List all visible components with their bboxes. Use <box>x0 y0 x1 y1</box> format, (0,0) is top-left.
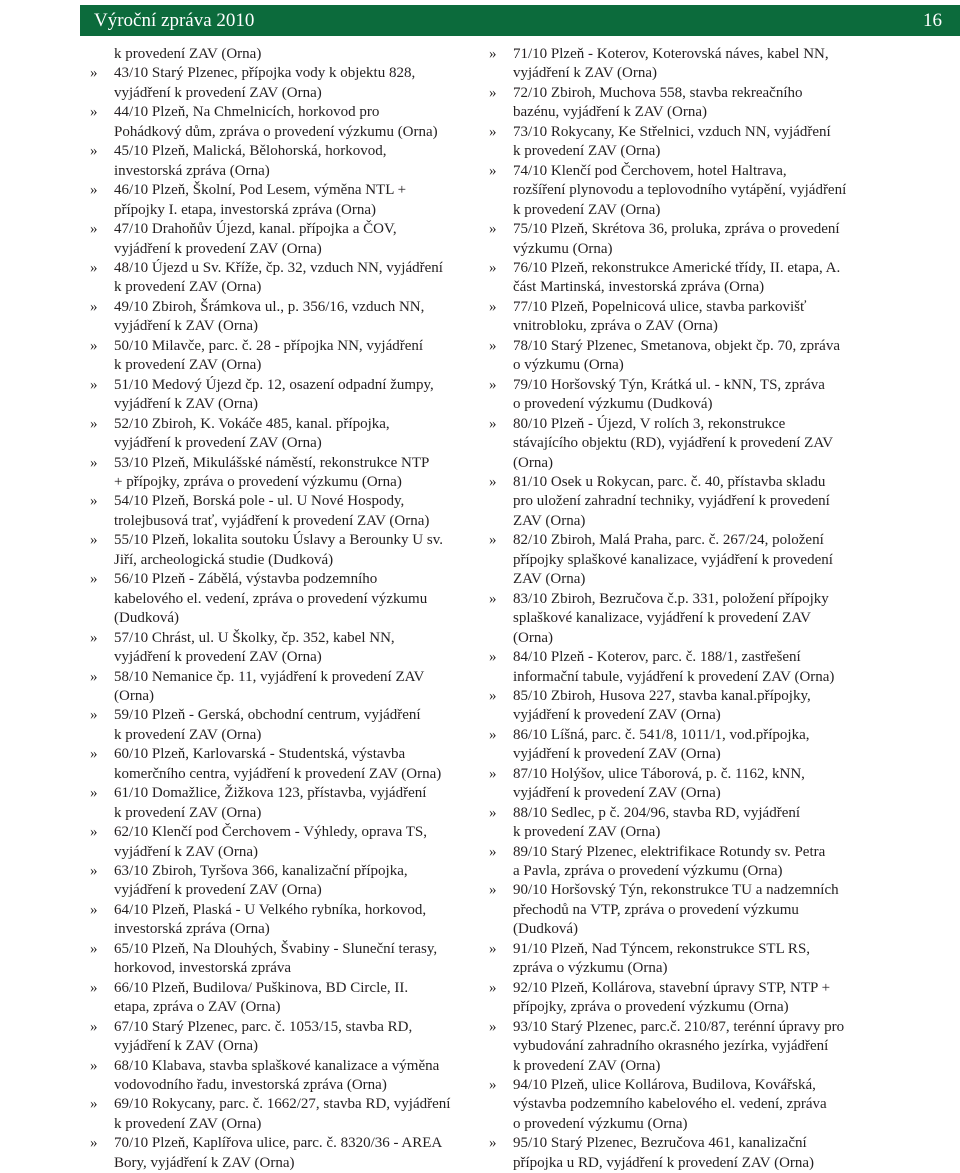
bullet-marker: » <box>489 1135 497 1152</box>
list-item-line: 58/10 Nemanice čp. 11, vyjádření k provedení ZAV <box>114 668 425 685</box>
list-item-line: 56/10 Plzeň - Zábělá, výstavba podzemního <box>114 571 378 588</box>
list-item-line: kabelového el. vedení, zpráva o provedení výzkumu <box>114 590 428 607</box>
list-item-line: k provedení ZAV (Orna) <box>114 279 262 296</box>
list-item <box>90 823 475 862</box>
list-item-line: 52/10 Zbiroh, K. Vokáče 485, kanal. přípojka, <box>114 415 390 432</box>
list-item-line: o provedení výzkumu (Dudková) <box>513 396 713 413</box>
list-item-line: o provedení výzkumu (Orna) <box>513 1115 688 1132</box>
bullet-marker: » <box>90 863 98 880</box>
list-item <box>90 259 475 298</box>
bullet-marker: » <box>90 104 98 121</box>
list-item-line: 76/10 Plzeň, rekonstrukce Americké třídy, II. etapa, A. <box>513 259 841 276</box>
bullet-marker: » <box>489 843 497 860</box>
bullet-marker: » <box>90 979 98 996</box>
list-item-line: 43/10 Starý Plzenec, přípojka vody k objektu 828, <box>114 65 416 82</box>
list-item <box>489 45 869 84</box>
bullet-marker: » <box>489 415 497 432</box>
bullet-marker: » <box>90 785 98 802</box>
list-item-line: 89/10 Starý Plzenec, elektrifikace Rotundy sv. Petra <box>513 843 826 860</box>
list-item-line: Pohádkový dům, zpráva o provedení výzkumu (Orna) <box>114 123 438 140</box>
list-item <box>489 123 869 162</box>
bullet-marker: » <box>90 493 98 510</box>
list-item-line: 83/10 Zbiroh, Bezručova č.p. 331, položení přípojky <box>513 590 829 607</box>
list-item-line: vyjádření k provedení ZAV (Orna) <box>513 785 721 802</box>
list-item-line: vybudování zahradního okrasného jezírka, vyjádření <box>513 1038 829 1055</box>
list-item-line: 61/10 Domažlice, Žižkova 123, přístavba, vyjádření <box>114 785 427 802</box>
list-item <box>489 298 869 337</box>
bullet-marker: » <box>90 668 98 685</box>
list-item-line: vyjádření k ZAV (Orna) <box>114 396 258 413</box>
list-item-line: 68/10 Klabava, stavba splaškové kanalizace a výměna <box>114 1057 440 1074</box>
list-item-line: 59/10 Plzeň - Gerská, obchodní centrum, vyjádření <box>114 707 421 724</box>
bullet-marker: » <box>489 1018 497 1035</box>
list-item <box>489 84 869 123</box>
bullet-marker: » <box>90 707 98 724</box>
list-item-line: vodovodního řadu, investorská zpráva (Orna) <box>114 1077 387 1094</box>
list-item <box>489 376 869 415</box>
list-item-line: 94/10 Plzeň, ulice Kollárova, Budilova, Kovářská, <box>513 1077 816 1094</box>
list-item-line: 81/10 Osek u Rokycan, parc. č. 40, přístavba skladu <box>513 473 826 490</box>
list-item-line: k provedení ZAV (Orna) <box>114 1115 262 1132</box>
list-item <box>90 64 475 103</box>
list-item-line: vyjádření k ZAV (Orna) <box>114 1038 258 1055</box>
list-item <box>489 590 869 648</box>
list-item-line: ZAV (Orna) <box>513 571 586 588</box>
list-item <box>489 531 869 589</box>
bullet-marker: » <box>90 571 98 588</box>
bullet-marker: » <box>90 746 98 763</box>
bullet-marker: » <box>90 629 98 646</box>
list-item-line: 63/10 Zbiroh, Tyršova 366, kanalizační přípojka, <box>114 863 408 880</box>
bullet-marker: » <box>489 473 497 490</box>
list-item <box>90 629 475 668</box>
list-item-line: 53/10 Plzeň, Mikulášské náměstí, rekonstrukce NTP <box>114 454 430 471</box>
list-item-line: část Martinská, investorská zpráva (Orna) <box>513 279 765 296</box>
bullet-marker: » <box>489 804 497 821</box>
list-item-line: k provedení ZAV (Orna) <box>114 804 262 821</box>
list-item-line: 86/10 Líšná, parc. č. 541/8, 1011/1, vod.přípojka, <box>513 726 810 743</box>
list-item <box>90 220 475 259</box>
report-title: Výroční zpráva 2010 <box>94 9 255 31</box>
list-item-line: 85/10 Zbiroh, Husova 227, stavba kanal.přípojky, <box>513 687 811 704</box>
bullet-marker: » <box>90 940 98 957</box>
list-item-line: 74/10 Klenčí pod Čerchovem, hotel Haltrava, <box>513 162 787 179</box>
bullet-marker: » <box>90 65 98 82</box>
list-item-line: 50/10 Milavče, parc. č. 28 - přípojka NN, vyjádření <box>114 337 424 354</box>
list-item <box>90 142 475 181</box>
bullet-marker: » <box>90 221 98 238</box>
bullet-marker: » <box>489 726 497 743</box>
page-header <box>80 5 960 36</box>
list-item-line: komerčního centra, vyjádření k provedení ZAV (Orna) <box>114 765 442 782</box>
list-item-line: investorská zpráva (Orna) <box>114 162 270 179</box>
list-item-line: 66/10 Plzeň, Budilova/ Puškinova, BD Circle, II. <box>114 979 409 996</box>
list-item <box>90 1134 475 1173</box>
list-item-line: stávajícího objektu (RD), vyjádření k provedení ZAV <box>513 435 834 452</box>
bullet-marker: » <box>90 259 98 276</box>
list-item-line: 93/10 Starý Plzenec, parc.č. 210/87, terénní úpravy pro <box>513 1018 845 1035</box>
list-item-line: pro uložení zahradní techniky, vyjádření k provedení <box>513 493 830 510</box>
list-item-line: 45/10 Plzeň, Malická, Bělohorská, horkovod, <box>114 143 387 160</box>
list-item-line: 78/10 Starý Plzenec, Smetanova, objekt čp. 70, zpráva <box>513 337 840 354</box>
bullet-marker: » <box>489 46 497 62</box>
list-item <box>489 220 869 259</box>
list-item-line: trolejbusová trať, vyjádření k provedení ZAV (Orna) <box>114 512 430 529</box>
bullet-marker: » <box>489 84 497 101</box>
list-item-line: 60/10 Plzeň, Karlovarská - Studentská, výstavba <box>114 746 406 763</box>
list-item-line: 82/10 Zbiroh, Malá Praha, parc. č. 267/24, položení <box>513 532 824 549</box>
list-item-line: 67/10 Starý Plzenec, parc. č. 1053/15, stavba RD, <box>114 1018 413 1035</box>
bullet-marker: » <box>489 532 497 549</box>
list-item <box>489 979 869 1018</box>
bullet-marker: » <box>489 1077 497 1094</box>
list-item <box>90 531 475 570</box>
list-item-line: přípojky, zpráva o provedení výzkumu (Orna) <box>513 999 789 1016</box>
list-item-line: přípojky I. etapa, investorská zpráva (Orna) <box>114 201 376 218</box>
list-item <box>90 103 475 142</box>
list-item <box>489 259 869 298</box>
bullet-marker: » <box>90 143 98 160</box>
bullet-marker: » <box>489 298 497 315</box>
list-item-line: zpráva o výzkumu (Orna) <box>513 960 668 977</box>
bullet-marker: » <box>489 162 497 179</box>
list-item-line: vyjádření k provedení ZAV (Orna) <box>114 882 322 899</box>
bullet-marker: » <box>489 940 497 957</box>
list-item-line: 80/10 Plzeň - Újezd, V rolích 3, rekonstrukce <box>513 415 786 432</box>
list-item <box>90 940 475 979</box>
list-item-line: 90/10 Horšovský Týn, rekonstrukce TU a nadzemních <box>513 882 839 899</box>
list-item-line: 95/10 Starý Plzenec, Bezručova 461, kanalizační <box>513 1135 807 1152</box>
list-item <box>90 181 475 220</box>
bullet-marker: » <box>90 298 98 315</box>
list-item-line: 91/10 Plzeň, Nad Týncem, rekonstrukce STL RS, <box>513 940 811 957</box>
list-item <box>90 492 475 531</box>
list-item <box>90 1057 475 1096</box>
list-item <box>90 979 475 1018</box>
list-item-line: 47/10 Drahoňův Újezd, kanal. přípojka a ČOV, <box>114 221 397 238</box>
list-item <box>489 1018 869 1076</box>
list-item-line: 54/10 Plzeň, Borská pole - ul. U Nové Hospody, <box>114 493 405 510</box>
list-item-line: Bory, vyjádření k ZAV (Orna) <box>114 1154 295 1171</box>
list-item-line: 92/10 Plzeň, Kollárova, stavební úpravy STP, NTP + <box>513 979 831 996</box>
list-item <box>489 337 869 376</box>
list-item-line: etapa, zpráva o ZAV (Orna) <box>114 999 281 1016</box>
bullet-marker: » <box>90 1135 98 1152</box>
list-item <box>489 1076 869 1134</box>
bullet-marker: » <box>90 901 98 918</box>
list-item-line: k provedení ZAV (Orna) <box>114 726 262 743</box>
list-item-line: k provedení ZAV (Orna) <box>114 357 262 374</box>
bullet-marker: » <box>90 415 98 432</box>
list-item-line: 87/10 Holýšov, ulice Táborová, p. č. 1162, kNN, <box>513 765 805 782</box>
list-item-line: vyjádření k ZAV (Orna) <box>114 843 258 860</box>
list-item <box>489 881 869 939</box>
list-item-line: (Dudková) <box>114 610 179 627</box>
list-item <box>489 726 869 765</box>
list-item <box>489 648 869 687</box>
list-item-line: informační tabule, vyjádření k provedení ZAV (Orna) <box>513 668 835 685</box>
list-item <box>90 415 475 454</box>
list-item-line: 51/10 Medový Újezd čp. 12, osazení odpadní žumpy, <box>114 376 434 393</box>
list-item-line: vyjádření k ZAV (Orna) <box>114 318 258 335</box>
list-item-line: vyjádření k provedení ZAV (Orna) <box>513 746 721 763</box>
list-item <box>90 784 475 823</box>
list-item-line: výstavba podzemního kabelového el. vedení, zpráva <box>513 1096 827 1113</box>
list-item-line: přípojka u RD, vyjádření k provedení ZAV (Orna) <box>513 1154 815 1171</box>
list-item-line: 62/10 Klenčí pod Čerchovem - Výhledy, oprava TS, <box>114 824 427 841</box>
bullet-marker: » <box>489 259 497 276</box>
list-item-line: k provedení ZAV (Orna) <box>513 143 661 160</box>
bullet-marker: » <box>489 649 497 666</box>
list-item-line: vnitrobloku, zpráva o ZAV (Orna) <box>513 318 718 335</box>
bullet-marker: » <box>90 1018 98 1035</box>
list-item-line: splaškové kanalizace, vyjádření k provedení ZAV <box>513 610 811 627</box>
list-item <box>90 901 475 940</box>
bullet-marker: » <box>489 337 497 354</box>
bullet-marker: » <box>90 824 98 841</box>
list-item <box>489 843 869 882</box>
right-column <box>489 45 869 1173</box>
list-item-line: 72/10 Zbiroh, Muchova 558, stavba rekreačního <box>513 84 803 101</box>
bullet-marker: » <box>489 882 497 899</box>
list-item <box>90 45 475 64</box>
bullet-marker: » <box>90 182 98 199</box>
list-item-line: vyjádření k provedení ZAV (Orna) <box>114 649 322 666</box>
list-item-line: přechodů na VTP, zpráva o provedení výzkumu <box>513 901 799 918</box>
bullet-marker: » <box>489 221 497 238</box>
list-item-line: 44/10 Plzeň, Na Chmelnicích, horkovod pro <box>114 104 380 121</box>
list-item <box>90 454 475 493</box>
bullet-marker: » <box>90 337 98 354</box>
bullet-marker: » <box>90 1096 98 1113</box>
list-item-line: k provedení ZAV (Orna) <box>513 1057 661 1074</box>
list-item-line: 69/10 Rokycany, parc. č. 1662/27, stavba RD, vyjádření <box>114 1096 451 1113</box>
list-item-line: 79/10 Horšovský Týn, Krátká ul. - kNN, TS, zpráva <box>513 376 825 393</box>
list-item <box>489 765 869 804</box>
list-item-line: k provedení ZAV (Orna) <box>513 824 661 841</box>
list-item-line: (Dudková) <box>513 921 578 938</box>
list-item-line: rozšíření plynovodu a teplovodního vytápění, vyjádření <box>513 182 847 199</box>
list-item <box>90 337 475 376</box>
list-item-line: (Orna) <box>513 629 553 646</box>
list-item-line: výzkumu (Orna) <box>513 240 613 257</box>
list-item <box>489 1134 869 1173</box>
list-item-line: 71/10 Plzeň - Koterov, Koterovská náves, kabel NN, <box>513 46 829 62</box>
list-item-line: 48/10 Újezd u Sv. Kříže, čp. 32, vzduch NN, vyjádření <box>114 259 443 276</box>
bullet-marker: » <box>489 376 497 393</box>
list-item-line: k provedení ZAV (Orna) <box>114 46 262 62</box>
list-item-line: 73/10 Rokycany, Ke Střelnici, vzduch NN, vyjádření <box>513 123 831 140</box>
list-item <box>489 473 869 531</box>
list-item <box>489 415 869 473</box>
list-item <box>90 570 475 628</box>
list-item-line: 84/10 Plzeň - Koterov, parc. č. 188/1, zastřešení <box>513 649 801 666</box>
bullet-marker: » <box>489 590 497 607</box>
list-item <box>90 1095 475 1134</box>
list-item <box>489 940 869 979</box>
list-item-line: 49/10 Zbiroh, Šrámkova ul., p. 356/16, vzduch NN, <box>114 298 425 315</box>
bullet-marker: » <box>489 765 497 782</box>
bullet-marker: » <box>90 1057 98 1074</box>
bullet-marker: » <box>489 687 497 704</box>
page-number: 16 <box>923 9 942 31</box>
bullet-marker: » <box>489 979 497 996</box>
list-item-line: horkovod, investorská zpráva <box>114 960 292 977</box>
list-item-line: 88/10 Sedlec, p č. 204/96, stavba RD, vyjádření <box>513 804 801 821</box>
list-item-line: 70/10 Plzeň, Kaplířova ulice, parc. č. 8320/36 - AREA <box>114 1135 443 1152</box>
list-item <box>90 376 475 415</box>
bullet-marker: » <box>489 123 497 140</box>
list-item-line: bazénu, vyjádření k ZAV (Orna) <box>513 104 707 121</box>
list-item <box>489 804 869 843</box>
list-item <box>489 687 869 726</box>
list-item-line: vyjádření k ZAV (Orna) <box>513 65 657 82</box>
list-item-line: Jiří, archeologická studie (Dudková) <box>114 551 334 568</box>
list-item-line: 75/10 Plzeň, Skrétova 36, proluka, zpráva o provedení <box>513 221 840 238</box>
list-item <box>90 862 475 901</box>
list-item-line: + přípojky, zpráva o provedení výzkumu (Orna) <box>114 473 402 490</box>
bullet-marker: » <box>90 532 98 549</box>
list-item <box>90 745 475 784</box>
list-item-line: přípojky splaškové kanalizace, vyjádření k provedení <box>513 551 833 568</box>
list-item-line: (Orna) <box>114 687 154 704</box>
list-item-line: vyjádření k provedení ZAV (Orna) <box>114 240 322 257</box>
list-item-line: ZAV (Orna) <box>513 512 586 529</box>
list-item-line: vyjádření k provedení ZAV (Orna) <box>114 435 322 452</box>
left-column <box>90 45 475 1173</box>
list-item-line: 55/10 Plzeň, lokalita soutoku Úslavy a Berounky U sv. <box>114 532 443 549</box>
list-item-line: 64/10 Plzeň, Plaská - U Velkého rybníka, horkovod, <box>114 901 427 918</box>
list-item-line: 65/10 Plzeň, Na Dlouhých, Švabiny - Sluneční terasy, <box>114 940 438 957</box>
list-item-line: 46/10 Plzeň, Školní, Pod Lesem, výměna NTL + <box>114 182 407 199</box>
list-item <box>90 668 475 707</box>
list-item-line: 57/10 Chrást, ul. U Školky, čp. 352, kabel NN, <box>114 629 395 646</box>
list-item-line: o výzkumu (Orna) <box>513 357 624 374</box>
list-item <box>90 1018 475 1057</box>
list-item <box>90 298 475 337</box>
list-item-line: k provedení ZAV (Orna) <box>513 201 661 218</box>
bullet-marker: » <box>90 454 98 471</box>
list-item-line: investorská zpráva (Orna) <box>114 921 270 938</box>
list-item <box>90 706 475 745</box>
list-item-line: (Orna) <box>513 454 553 471</box>
list-item <box>489 162 869 220</box>
list-item-line: vyjádření k provedení ZAV (Orna) <box>114 84 322 101</box>
list-item-line: vyjádření k provedení ZAV (Orna) <box>513 707 721 724</box>
list-item-line: 77/10 Plzeň, Popelnicová ulice, stavba parkovišť <box>513 298 807 315</box>
list-item-line: a Pavla, zpráva o provedení výzkumu (Orna) <box>513 863 783 880</box>
bullet-marker: » <box>90 376 98 393</box>
